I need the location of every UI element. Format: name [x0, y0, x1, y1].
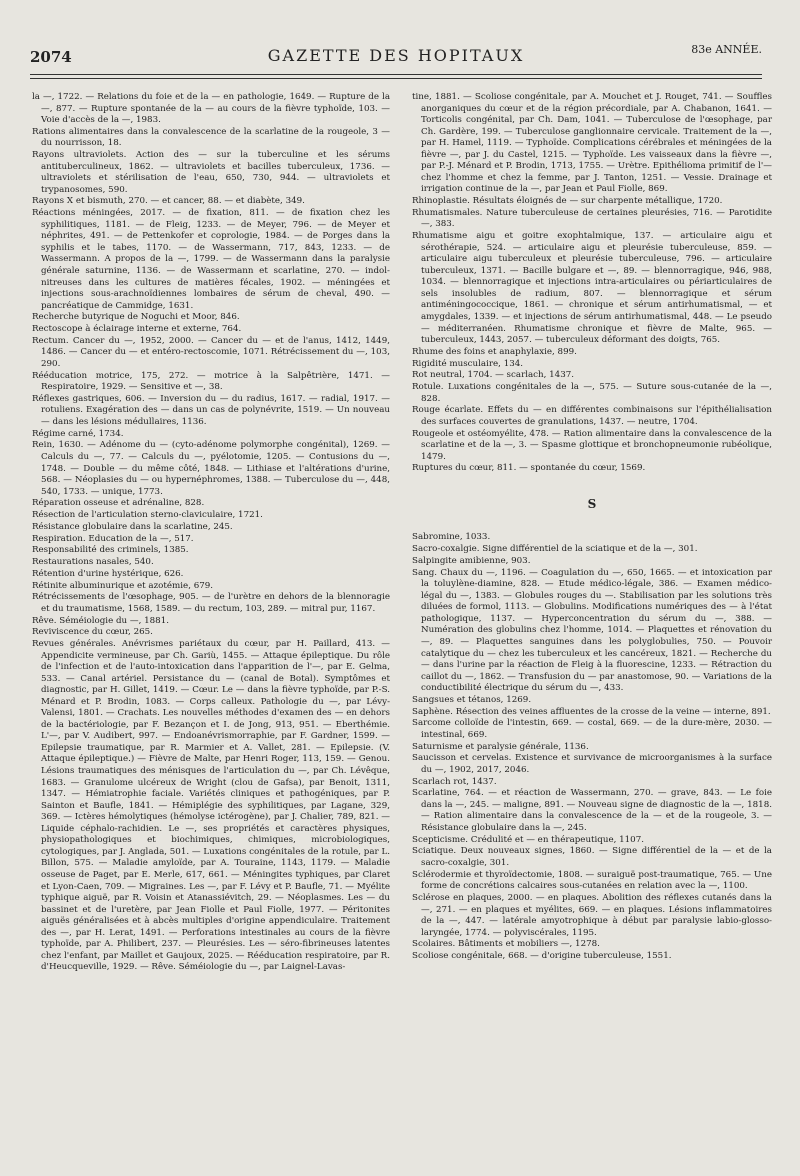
index-entry: Sciatique. Deux nouveaux signes, 1860. — Signe différentiel de la — et de la sacro-coxalgie, 301.	[412, 846, 772, 869]
index-entry: Réparation osseuse et adrénaline, 828.	[32, 498, 205, 509]
index-entry: Salpingite amibienne, 903.	[412, 555, 531, 566]
index-entry: Sabromine, 1033.	[412, 532, 491, 543]
index-entry: Scolaires. Bâtiments et mobiliers —, 1278.	[412, 939, 600, 950]
page-header	[30, 40, 762, 70]
left-column	[32, 92, 390, 974]
index-entry: Recherche butyrique de Noguchi et Moor, 846.	[32, 312, 240, 323]
index-entry: Saucisson et cervelas. Existence et survivance de microorganismes à la surface du —, 1902, 2017, 2046.	[412, 753, 772, 775]
index-entry: Rhumatismales. Nature tuberculeuse de certaines pleurésies, 716. — Parotidite —, 383.	[412, 207, 772, 230]
index-entry: la —, 1722. — Relations du foie et de la — en pathologie, 1649. — Rupture de la —, 877. — Rupture spontanée de la — au cours de la fièvre typhoïde, 103. — Voie d'accès de la —, 1983.	[32, 92, 390, 126]
index-entry: Scoliose congénitale, 668. — d'origine tuberculeuse, 1551.	[412, 951, 672, 962]
index-entry: Revues générales. Anévrismes pariétaux du cœur, par H. Paillard, 413. — Appendicite vermineuse, par Ch. Gariù, 1455. — Attaque épileptique. Du rôle de l'infection et de l'auto-intoxication dans l'apparition de l'—, par E. Gelma, 533. — Canal artériel. Persistance du — (canal de Botal). Symptômes et diagnostic, par H. Gillet, 1419. — Cœur. Le — dans la fièvre typhoïde, par P.-S. Ménard et P. Brodin, 1083. — Corps calleux. Pathologie du —, par Lévy-Valensi, 1801. — Crachats. Les nouvelles méthodes d'examen des — en dehors de la bactériologie, par F. Bezançon et I. de Jong, 913, 951. — Eberthémie. L'—, par V. Audibert, 997. — Endoanévrismorraphie, par F. Gardner, 1599. — Epilepsie traumatique, par R. Marmier et A. Vallet, 281. — Epilepsie. (V. Attaque épileptique.) — Fièvre de Malte, par Henri Roger, 113, 159. — Genou. Lésions traumatiques des ménisques de l'articulation du —, par Ch. Lévêque, 1683. — Granulome ulcéreux de Wright (clou de Gafsa), par Benoit, 1311, 1347. — Hémiatrophie faciale. Variétés cliniques et pathogéniques, par P. Sainton et Baufle, 1841. — Hémiplégie des syphilitiques, par Lagane, 329, 369. — Ictères hémolytiques (hémolyse ictérogène), par J. Chalier, 789, 821. — Liquide céphalo-rachidien. Le —, ses propriétés et caractères physiques, physiopathologiques et biochimiques, chimiques, microbiologiques, cytologiques, par J. Anglada, 501. — Luxations congénitales de la rotule, par L. Billon, 575. — Maladie amyloïde, par A. Touraine, 1143, 1179. — Maladie osseuse de Paget, par E. Merle, 617, 661. — Méningites typhiques, par Claret et Lyon-Caen, 709. — Migraines. Les —, par F. Lévy et P. Baufle, 71. — Myélite typhique aiguë, par R. Voisin et Atanassiévitch, 29. — Néoplasmes. Les — du bassinet et de l'uretère, par Jean Fiolle et Paul Fiolle, 1977. — Péritonites aiguës généralisées et à abcès multiples d'origine appendiculaire. Traitement des —, par H. Lerat, 1491. — Perforations intestinales au cours de la fièvre typhoïde, par A. Philibert, 237. — Pleurésies. Les — séro-fibrineuses latentes chez l'enfant, par Maillet et Gaujoux, 2025. — Rééducation respiratoire, par R. d'Heucqueville, 1929. — Rêve. Séméiologie du —, par Laignel-Lavas-	[32, 639, 390, 973]
index-entry: Responsabilité des criminels, 1385.	[32, 545, 189, 556]
index-entry: Scarlach rot, 1437.	[412, 776, 497, 787]
index-entry: Rééducation motrice, 175, 272. — motrice à la Salpêtrière, 1471. — Respiratoire, 1929. — Sensitive et —, 38.	[32, 370, 390, 393]
index-entry: Rétrécissements de l'œsophage, 905. — de l'urètre en dehors de la blennoragie et du traumatisme, 1568, 1589. — du rectum, 103, 289. — mitral pur, 1167.	[32, 592, 390, 614]
index-entry: Rayons ultraviolets. Action des — sur la tuberculine et les sérums antituberculineux, 1862. — ultraviolets et bacilles tuberculeux, 1736. — ultraviolets et stérilisation de l'eau, 650, 730, 944. — ultraviolets et trypanosomes, 590.	[32, 150, 390, 195]
index-entry: Rhinoplastie. Résultats éloignés de — sur charpente métallique, 1720.	[412, 196, 723, 207]
index-entry: Sclérose en plaques, 2000. — en plaques. Abolition des réflexes cutanés dans la —, 271. — en plaques et myélites, 669. — en plaques. Lésions inflammatoires de la —, 447. — latérale amyotrophique à début par paralysie labio-glosso-laryngée, 1774. — polyviscérales, 1195.	[412, 893, 772, 938]
index-entry: Reviviscence du cœur, 265.	[32, 627, 153, 638]
index-entry: Rations alimentaires dans la convalescence de la scarlatine de la rougeole, 3 — du nourrisson, 18.	[32, 126, 390, 149]
index-entry: Saphène. Résection des veines affluentes de la crosse de la veine — interne, 891.	[412, 706, 771, 717]
index-entry: Saturnisme et paralysie générale, 1136.	[412, 741, 589, 752]
index-entry: Rotule. Luxations congénitales de la —, 575. — Suture sous-cutanée de la —, 828.	[412, 381, 772, 404]
index-entry: Rouge écarlate. Effets du — en différentes combinaisons sur l'épithélialisation des surfaces couvertes de granulations, 1437. — neutre, 1704.	[412, 405, 772, 427]
index-entry: Rétention d'urine hystérique, 626.	[32, 568, 184, 579]
index-entry: Résistance globulaire dans la scarlatine, 245.	[32, 521, 233, 532]
index-entry: Rectum. Cancer du —, 1952, 2000. — Cancer du — et de l'anus, 1412, 1449, 1486. — Cancer du — et entéro-rectoscomie, 1071. Rétrécissement du —, 103, 290.	[32, 335, 390, 369]
right-column	[412, 92, 772, 963]
index-entry: Sangsues et tétanos, 1269.	[412, 694, 532, 705]
index-entry: Régime carné, 1734.	[32, 428, 124, 439]
section-letter: S	[587, 496, 597, 511]
journal-title: GAZETTE DES HOPITAUX	[267, 46, 525, 65]
index-entry: Respiration. Education de la —, 517.	[32, 533, 194, 544]
index-entry: Réflexes gastriques, 606. — Inversion du — du radius, 1617. — radial, 1917. — rotuliens. Exagération des — dans un cas de polynévrite, 1519. — Un nouveau — dans les lésions médullaires, 1136.	[32, 393, 390, 427]
header-rule	[30, 74, 762, 75]
index-entry: Rougeole et ostéomyélite, 478. — Ration alimentaire dans la convalescence de la scarlatine et de la —, 3. — Spasme glottique et bronchopneumonie rubéolique, 1479.	[412, 428, 772, 462]
page-number: 2074	[30, 48, 72, 66]
index-entry: Scarlatine, 764. — et réaction de Wassermann, 270. — grave, 843. — Le foie dans la —, 245. — maligne, 891. — Nouveau signe de diagnostic de la —, 1818. — Ration alimentaire dans la convalescence de la — et de la rougeole, 3. — Résistance globulaire dans la —, 245.	[412, 788, 772, 834]
year-label: 83e ANNÉE.	[691, 43, 762, 56]
index-entry: Sang. Chaux du —, 1196. — Coagulation du —, 650, 1665. — et intoxication par la toluylène-diamine, 828. — Etude médico-légale, 386. — Examen médico-légal du —, 1383. — Globules rouges du —. Stabilisation par les solutions très diluées de formol, 1113. — Globulins. Modifications numériques des — à l'état pathologique, 1137. — Hyperconcentration du sérum du —, 388. — Numération des globulins chez l'homme, 1014. — Plaquettes et rénovation du —, 89. — Plaquettes sanguines dans les polyglobulies, 750. — Pouvoir catalytique du — chez les tuberculeux et les cancéreux, 1821. — Recherche du — dans l'urine par la réaction de Fleig à la fluorescine, 1233. — Rétraction du caillot du —, 1862. — Transfusion du — par anastomose, 90. — Variations de la conductibilité électrique du sérum du —, 433.	[412, 567, 772, 694]
index-entry: Scepticisme. Crédulité et — en thérapeutique, 1107.	[412, 834, 645, 845]
index-entry: Rectoscope à éclairage interne et externe, 764.	[32, 324, 242, 335]
index-entry: Rhume des foins et anaphylaxie, 899.	[412, 346, 577, 357]
index-entry: Rhumatisme aigu et goitre exophtalmique, 137. — articulaire aigu et sérothérapie, 524. — articulaire aigu et pleurésie tuberculeuse, 859. — articulaire aigu tuberculeux et pleurésie tuberculeuse, 796. — articulaire tuberculeux, 1371. — Bacille bulgare et —, 89. — blennorragique, 946, 988, 1034. — blennorragique et injections intra-articulaires ou périarticulaires de sels insolubles de radium, 807. — blennorragique et sérum antiméningococcique, 1861. — chronique et sérum antirhumatismal, — et amygdales, 1339. — et injections de sérum antirhumatismal, 448. — Le pseudo — méditerranéen. Rhumatisme chronique et fièvre de Malte, 965. — tuberculeux, 1443, 2057. — tuberculeux déformant des doigts, 765.	[412, 231, 772, 346]
index-entry: Rétinite albuminurique et azotémie, 679.	[32, 580, 214, 591]
index-entry: Rot neutral, 1704. — scarlach, 1437.	[412, 370, 575, 381]
index-entry: Réactions méningées, 2017. — de fixation, 811. — de fixation chez les syphilitiques, 1181. — de Fleig, 1233. — de Meyer, 796. — de Meyer et néphrites, 491. — de Pettenkofer et coprologie, 1984. — de Porges dans la syphilis et le tabes, 1170. — de Wassermann, 717, 843, 1233. — de Wassermann. A propos de la —, 1799. — de Wassermann dans la paralysie générale saturnine, 1136. — de Wassermann et scarlatine, 270. — indol-nitreuses dans les cultures de matières fécales, 1902. — méningées et injections sous-arachnoïdiennes lombaires de sérum de cheval, 490. — pancréatique de Cammidge, 1631.	[32, 208, 390, 311]
index-entry: Rigidité musculaire, 134.	[412, 358, 524, 369]
index-entry: Rêve. Séméiologie du —, 1881.	[32, 615, 169, 626]
header-rule-thin	[30, 78, 762, 79]
index-entry: Rayons X et bismuth, 270. — et cancer, 88. — et diabète, 349.	[32, 196, 305, 207]
index-entry: Rein, 1630. — Adénome du — (cyto-adénome polymorphe congénital), 1269. — Calculs du —, 77. — Calculs du —, pyélotomie, 1205. — Contusions du —, 1748. — Double — du même côté, 1848. — Lithiase et l'altérations d'urine, 568. — Néoplasies du — ou hypernéphromes, 1388. — Tuberculose du —, 448, 540, 1733. — unique, 1773.	[32, 440, 390, 497]
index-entry: Ruptures du cœur, 811. — spontanée du cœur, 1569.	[412, 463, 646, 474]
index-entry: Résection de l'articulation sterno-claviculaire, 1721.	[32, 510, 263, 521]
index-entry: tine, 1881. — Scoliose congénitale, par A. Mouchet et J. Rouget, 741. — Souffles anorganiques du cœur et de la région précordiale, par A. Chabanon, 1641. — Torticolis congénital, par Ch. Dam, 1041. — Tuberculose de l'œsophage, par Ch. Gardère, 199. — Tuberculose ganglionnaire cervicale. Traitement de la —, par H. Hamel, 1119. — Typhoïde. Complications cérébrales et méningées de la fièvre —, par J. du Castel, 1215. — Typhoïde. Les vaisseaux dans la fièvre —, par P.-J. Ménard et P. Brodin, 1713, 1755. — Urètre. Epithélioma primitif de l'— chez l'homme et chez la femme, par J. Tanton, 1251. — Vessie. Drainage et irrigation continue de la —, par Jean et Paul Fiolle, 869.	[412, 92, 772, 195]
index-entry: Sarcome colloïde de l'intestin, 669. — costal, 669. — de la dure-mère, 2030. — intestinal, 669.	[412, 718, 772, 740]
index-entry: Sclérodermie et thyroïdectomie, 1808. — suraiguë post-traumatique, 765. — Une forme de concrétions calcaires sous-cutanées en relation avec la —, 1100.	[412, 869, 772, 892]
index-entry: Restaurations nasales, 540.	[32, 557, 154, 568]
index-entry: Sacro-coxalgie. Signe différentiel de la sciatique et de la —, 301.	[412, 544, 698, 555]
